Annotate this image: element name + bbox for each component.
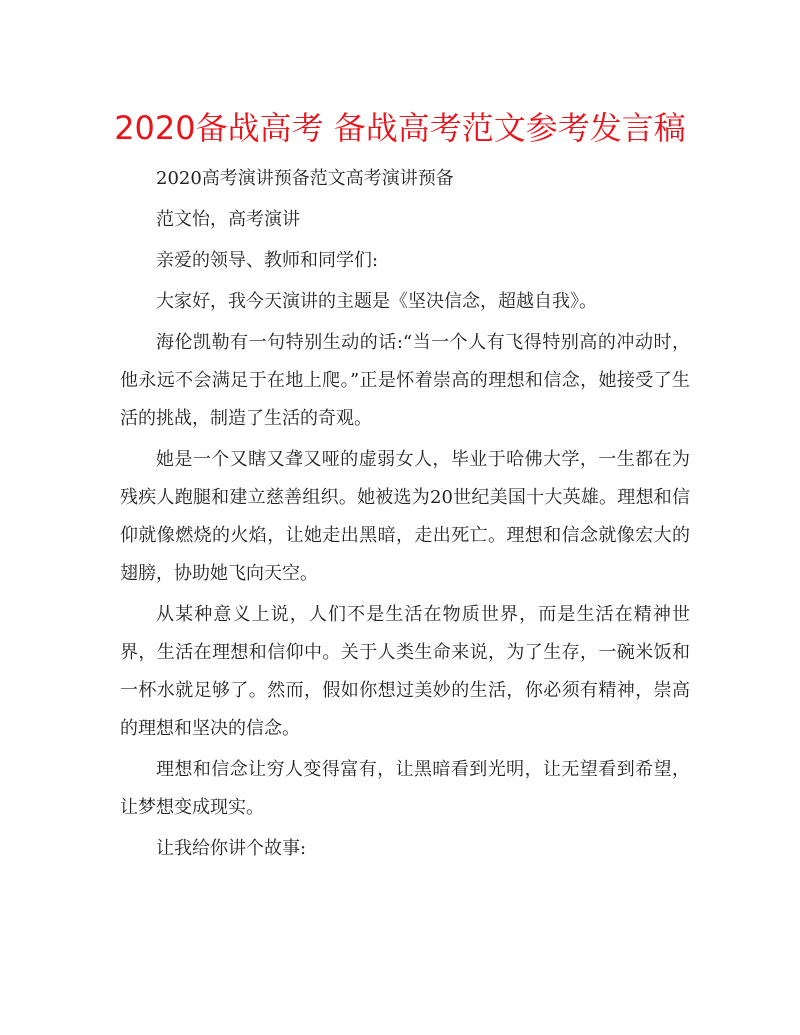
paragraph-helen-keller-quote: 海伦凯勒有一句特别生动的话:“当一个人有飞得特别高的冲动时，他永远不会满足于在地上爬。”正是怀着崇高的理想和信念，她接受了生活的挑战，制造了生活的奇观。 bbox=[120, 332, 690, 429]
document-body bbox=[120, 160, 690, 871]
paragraph-greeting: 大家好，我今天演讲的主题是《坚决信念，超越自我》。 bbox=[156, 291, 597, 312]
paragraph-helen-keller-story: 她是一个又瞎又聋又哑的虚弱女人，毕业于哈佛大学，一生都在为残疾人跑腿和建立慈善组织。她被选为20世纪美国十大英雄。理想和信仰就像燃烧的火焰，让她走出黑暗，走出死亡。理想和信念就像宏大的翅膀，协助她飞向天空。 bbox=[120, 449, 690, 584]
paragraph-author: 范文怡，高考演讲 bbox=[156, 209, 300, 230]
paragraph-subtitle: 2020高考演讲预备范文高考演讲预备 bbox=[156, 168, 454, 189]
paragraph-salutation: 亲爱的领导、教师和同学们: bbox=[156, 250, 379, 271]
paragraph-ideals-power: 理想和信念让穷人变得富有，让黑暗看到光明，让无望看到希望，让梦想变成现实。 bbox=[120, 759, 690, 818]
paragraph-spiritual-world: 从某种意义上说，人们不是生活在物质世界，而是生活在精神世界，生活在理想和信仰中。关于人类生命来说，为了生存，一碗米饭和一杯水就足够了。然而，假如你想过美妙的生活，你必须有精神，崇高的理想和坚决的信念。 bbox=[120, 604, 690, 739]
document-title: 2020备战高考 备战高考范文参考发言稿 bbox=[114, 109, 686, 147]
paragraph-story-intro: 让我给你讲个故事: bbox=[156, 838, 307, 859]
